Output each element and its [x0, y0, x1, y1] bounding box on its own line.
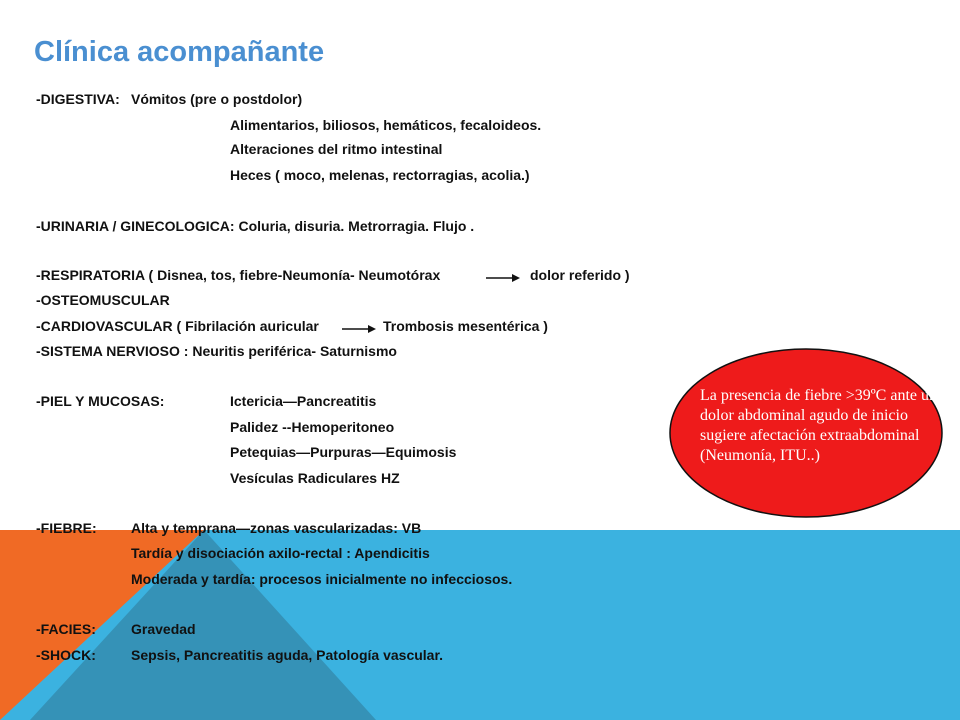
- piel-item: Petequias—Purpuras—Equimosis: [230, 444, 457, 460]
- fiebre-label: -FIEBRE:: [36, 520, 97, 536]
- digestiva-item: Heces ( moco, melenas, rectorragias, acolia.): [230, 167, 530, 183]
- page-title: Clínica acompañante: [34, 36, 325, 68]
- digestiva-item: Vómitos (pre o postdolor): [131, 91, 303, 107]
- urinaria-line: -URINARIA / GINECOLOGICA: Coluria, disuria. Metrorragia. Flujo .: [36, 218, 475, 234]
- nervioso-line: -SISTEMA NERVIOSO : Neuritis periférica- Saturnismo: [36, 343, 397, 359]
- arrow-right-icon: [486, 270, 520, 282]
- facies-label: -FACIES:: [36, 621, 96, 637]
- respiratoria-result: dolor referido ): [530, 267, 630, 283]
- shock-label: -SHOCK:: [36, 647, 96, 663]
- fiebre-item: Alta y temprana—zonas vascularizadas: VB: [131, 520, 422, 536]
- arrow-right-icon: [342, 321, 376, 333]
- digestiva-label: -DIGESTIVA:: [36, 91, 120, 107]
- piel-item: Ictericia—Pancreatitis: [230, 393, 377, 409]
- respiratoria-line: -RESPIRATORIA ( Disnea, tos, fiebre-Neumonía- Neumotórax: [36, 267, 441, 283]
- piel-item: Vesículas Radiculares HZ: [230, 470, 400, 486]
- osteomuscular-line: -OSTEOMUSCULAR: [36, 292, 170, 308]
- digestiva-item: Alteraciones del ritmo intestinal: [230, 141, 443, 157]
- fiebre-item: Tardía y disociación axilo-rectal : Apendicitis: [131, 545, 430, 561]
- shock-value: Sepsis, Pancreatitis aguda, Patología vascular.: [131, 647, 444, 663]
- piel-label: -PIEL Y MUCOSAS:: [36, 393, 165, 409]
- cardiovascular-line: -CARDIOVASCULAR ( Fibrilación auricular: [36, 318, 319, 334]
- facies-value: Gravedad: [131, 621, 196, 637]
- digestiva-item: Alimentarios, biliosos, hemáticos, fecaloideos.: [230, 117, 542, 133]
- cardiovascular-result: Trombosis mesentérica ): [383, 318, 548, 334]
- piel-item: Palidez --Hemoperitoneo: [230, 419, 395, 435]
- callout-text: La presencia de fiebre >39ºC ante un dolor abdominal agudo de inicio sugiere afectación extraabdominal (Neumonía, ITU..): [700, 387, 937, 464]
- fiebre-item: Moderada y tardía: procesos inicialmente no infecciosos.: [131, 571, 513, 587]
